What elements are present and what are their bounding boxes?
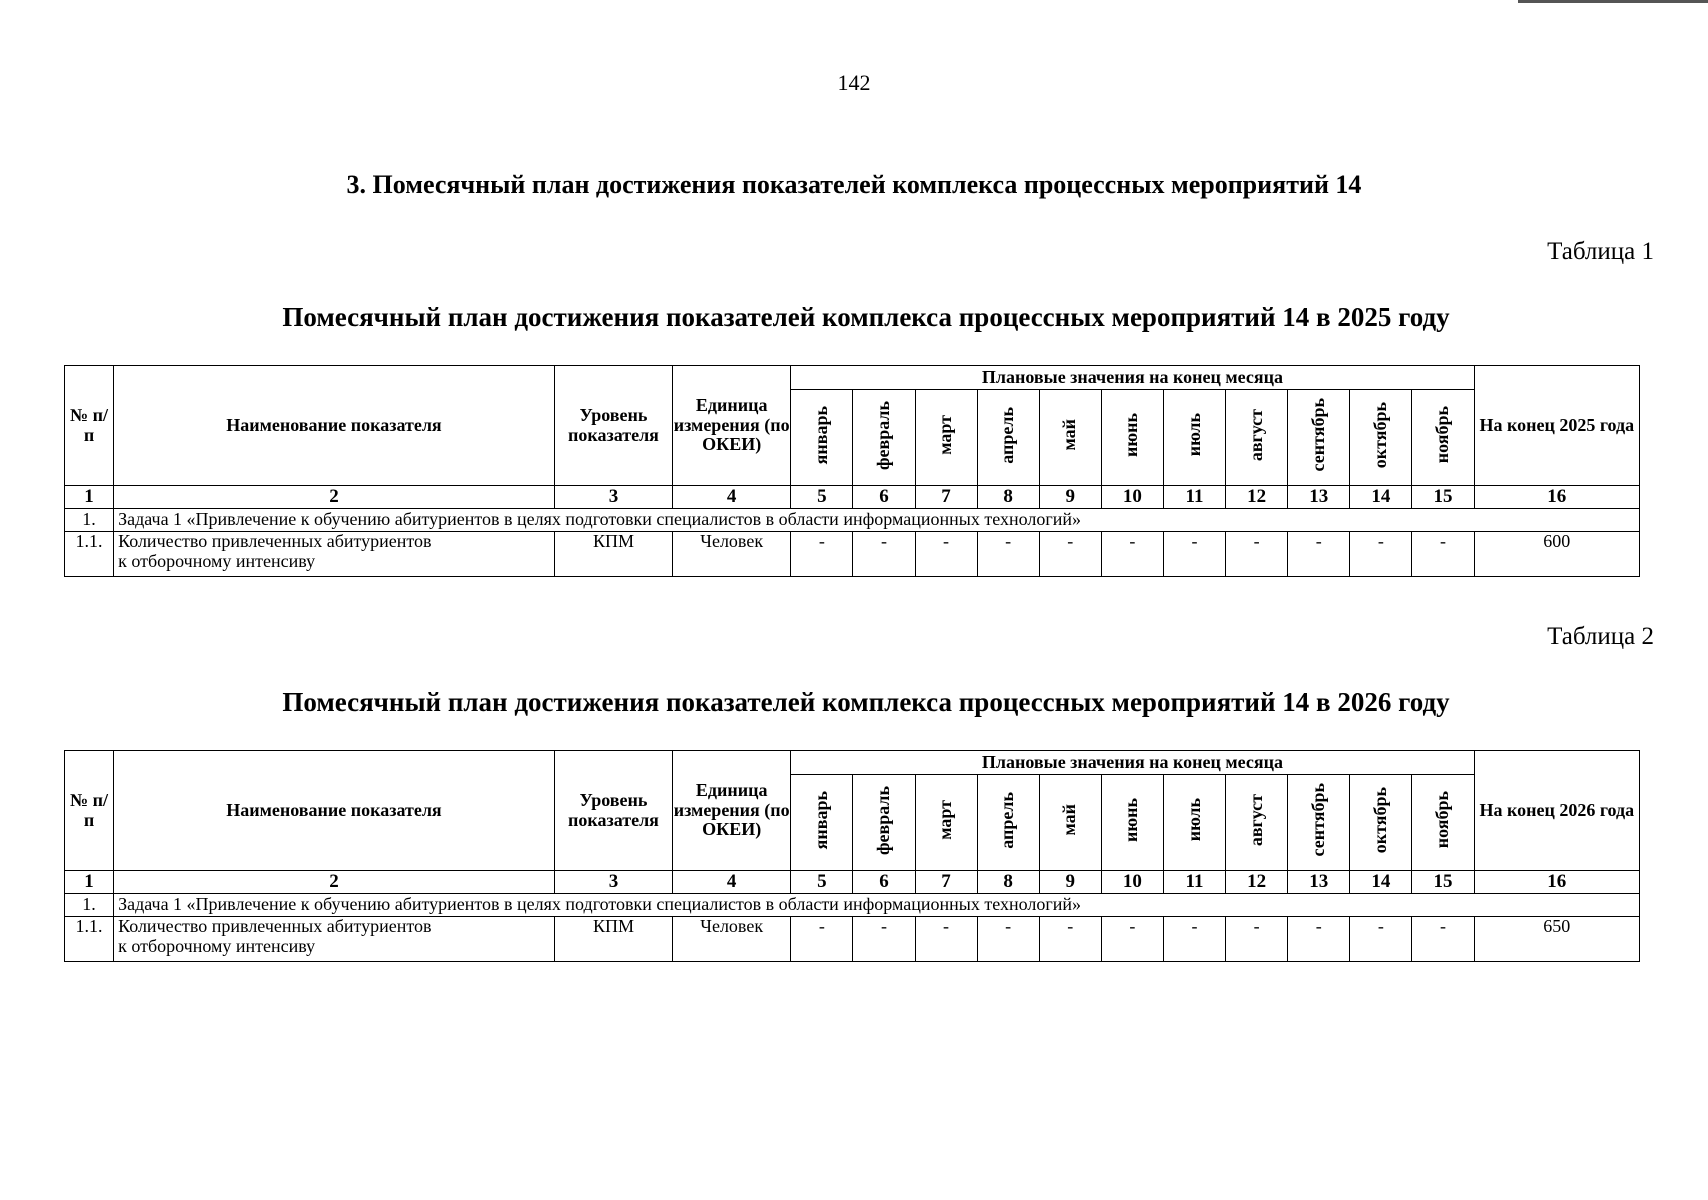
- monthly-value: -: [1350, 532, 1412, 577]
- monthly-value: -: [791, 532, 853, 577]
- indicator-level: КПМ: [554, 917, 672, 962]
- indicator-name: Количество привлеченных абитуриентов к отборочному интенсиву: [114, 532, 555, 577]
- column-number: 10: [1101, 871, 1163, 894]
- task-text: Задача 1 «Привлечение к обучению абитуриентов в целях подготовки специалистов в области информационных технологий»: [114, 894, 1640, 917]
- column-number: 8: [977, 486, 1039, 509]
- table-2-title: Помесячный план достижения показателей комплекса процессных мероприятий 14 в 2026 году: [282, 687, 1450, 717]
- month-header: июнь: [1101, 390, 1163, 486]
- column-number: 11: [1163, 486, 1225, 509]
- table-2-label: Таблица 2: [1547, 623, 1654, 650]
- column-number: 14: [1350, 486, 1412, 509]
- month-header: ноябрь: [1412, 775, 1474, 871]
- monthly-value: -: [915, 917, 977, 962]
- month-header: октябрь: [1350, 390, 1412, 486]
- monthly-value: -: [853, 917, 915, 962]
- column-number: 13: [1288, 871, 1350, 894]
- monthly-value: -: [1039, 917, 1101, 962]
- header-unit: Единица измерения (по ОКЕИ): [673, 366, 791, 486]
- month-header: январь: [791, 390, 853, 486]
- column-number: 16: [1474, 871, 1639, 894]
- column-number: 9: [1039, 486, 1101, 509]
- column-number: 14: [1350, 871, 1412, 894]
- month-header: март: [915, 775, 977, 871]
- column-number: 2: [114, 486, 555, 509]
- header-level: Уровень показателя: [554, 751, 672, 871]
- column-number: 6: [853, 486, 915, 509]
- column-number: 5: [791, 486, 853, 509]
- monthly-value: -: [977, 532, 1039, 577]
- indicator-num: 1.1.: [65, 917, 114, 962]
- task-num: 1.: [65, 509, 114, 532]
- task-row: [65, 894, 1640, 917]
- month-header: сентябрь: [1288, 775, 1350, 871]
- table-1-title: Помесячный план достижения показателей комплекса процессных мероприятий 14 в 2025 году: [282, 302, 1450, 332]
- end-of-year-value: 600: [1474, 532, 1639, 577]
- monthly-value: -: [1288, 532, 1350, 577]
- column-number: 4: [673, 486, 791, 509]
- month-header: апрель: [977, 390, 1039, 486]
- monthly-value: -: [1350, 917, 1412, 962]
- indicator-row: [65, 917, 1640, 962]
- header-indicator-name: Наименование показателя: [114, 751, 555, 871]
- column-number-row: [65, 486, 1640, 509]
- header-num: № п/п: [65, 366, 114, 486]
- column-number: 15: [1412, 871, 1474, 894]
- month-header: ноябрь: [1412, 390, 1474, 486]
- monthly-value: -: [853, 532, 915, 577]
- header-indicator-name: Наименование показателя: [114, 366, 555, 486]
- month-header: октябрь: [1350, 775, 1412, 871]
- header-unit: Единица измерения (по ОКЕИ): [673, 751, 791, 871]
- column-number: 7: [915, 486, 977, 509]
- column-number: 13: [1288, 486, 1350, 509]
- monthly-value: -: [791, 917, 853, 962]
- column-number: 2: [114, 871, 555, 894]
- monthly-value: -: [1412, 532, 1474, 577]
- column-number: 15: [1412, 486, 1474, 509]
- monthly-value: -: [1288, 917, 1350, 962]
- column-number: 12: [1226, 486, 1288, 509]
- month-header: август: [1226, 390, 1288, 486]
- column-number: 9: [1039, 871, 1101, 894]
- column-number: 3: [554, 871, 672, 894]
- month-header: февраль: [853, 390, 915, 486]
- monthly-value: -: [1226, 917, 1288, 962]
- month-header: январь: [791, 775, 853, 871]
- column-number: 1: [65, 871, 114, 894]
- task-row: [65, 509, 1640, 532]
- column-number-row: [65, 871, 1640, 894]
- indicator-level: КПМ: [554, 532, 672, 577]
- month-header: май: [1039, 775, 1101, 871]
- header-end-of-year: На конец 2026 года: [1474, 751, 1639, 871]
- month-header: апрель: [977, 775, 1039, 871]
- column-number: 7: [915, 871, 977, 894]
- header-planned-values: Плановые значения на конец месяца: [791, 751, 1474, 775]
- column-number: 4: [673, 871, 791, 894]
- corner-scan-line: [1518, 0, 1708, 3]
- header-planned-values: Плановые значения на конец месяца: [791, 366, 1474, 390]
- month-header: сентябрь: [1288, 390, 1350, 486]
- monthly-value: -: [1101, 917, 1163, 962]
- section-title: 3. Помесячный план достижения показателей комплекса процессных мероприятий 14: [346, 170, 1362, 199]
- column-number: 10: [1101, 486, 1163, 509]
- month-header: май: [1039, 390, 1101, 486]
- task-num: 1.: [65, 894, 114, 917]
- month-header: февраль: [853, 775, 915, 871]
- indicator-num: 1.1.: [65, 532, 114, 577]
- monthly-value: -: [1163, 917, 1225, 962]
- end-of-year-value: 650: [1474, 917, 1639, 962]
- monthly-value: -: [1226, 532, 1288, 577]
- column-number: 16: [1474, 486, 1639, 509]
- column-number: 1: [65, 486, 114, 509]
- month-header: март: [915, 390, 977, 486]
- monthly-value: -: [915, 532, 977, 577]
- monthly-value: -: [1412, 917, 1474, 962]
- month-header: июль: [1163, 775, 1225, 871]
- column-number: 3: [554, 486, 672, 509]
- header-level: Уровень показателя: [554, 366, 672, 486]
- plan-table-2: [64, 750, 1640, 962]
- indicator-row: [65, 532, 1640, 577]
- monthly-value: -: [1039, 532, 1101, 577]
- page-number: 142: [837, 70, 871, 95]
- column-number: 12: [1226, 871, 1288, 894]
- table-1-label: Таблица 1: [1547, 238, 1654, 265]
- column-number: 5: [791, 871, 853, 894]
- month-header: июль: [1163, 390, 1225, 486]
- indicator-name: Количество привлеченных абитуриентов к отборочному интенсиву: [114, 917, 555, 962]
- monthly-value: -: [1101, 532, 1163, 577]
- month-header: июнь: [1101, 775, 1163, 871]
- header-num: № п/п: [65, 751, 114, 871]
- column-number: 6: [853, 871, 915, 894]
- column-number: 11: [1163, 871, 1225, 894]
- monthly-value: -: [977, 917, 1039, 962]
- plan-table-1: [64, 365, 1640, 577]
- month-header: август: [1226, 775, 1288, 871]
- indicator-unit: Человек: [673, 917, 791, 962]
- task-text: Задача 1 «Привлечение к обучению абитуриентов в целях подготовки специалистов в области информационных технологий»: [114, 509, 1640, 532]
- header-end-of-year: На конец 2025 года: [1474, 366, 1639, 486]
- indicator-unit: Человек: [673, 532, 791, 577]
- monthly-value: -: [1163, 532, 1225, 577]
- column-number: 8: [977, 871, 1039, 894]
